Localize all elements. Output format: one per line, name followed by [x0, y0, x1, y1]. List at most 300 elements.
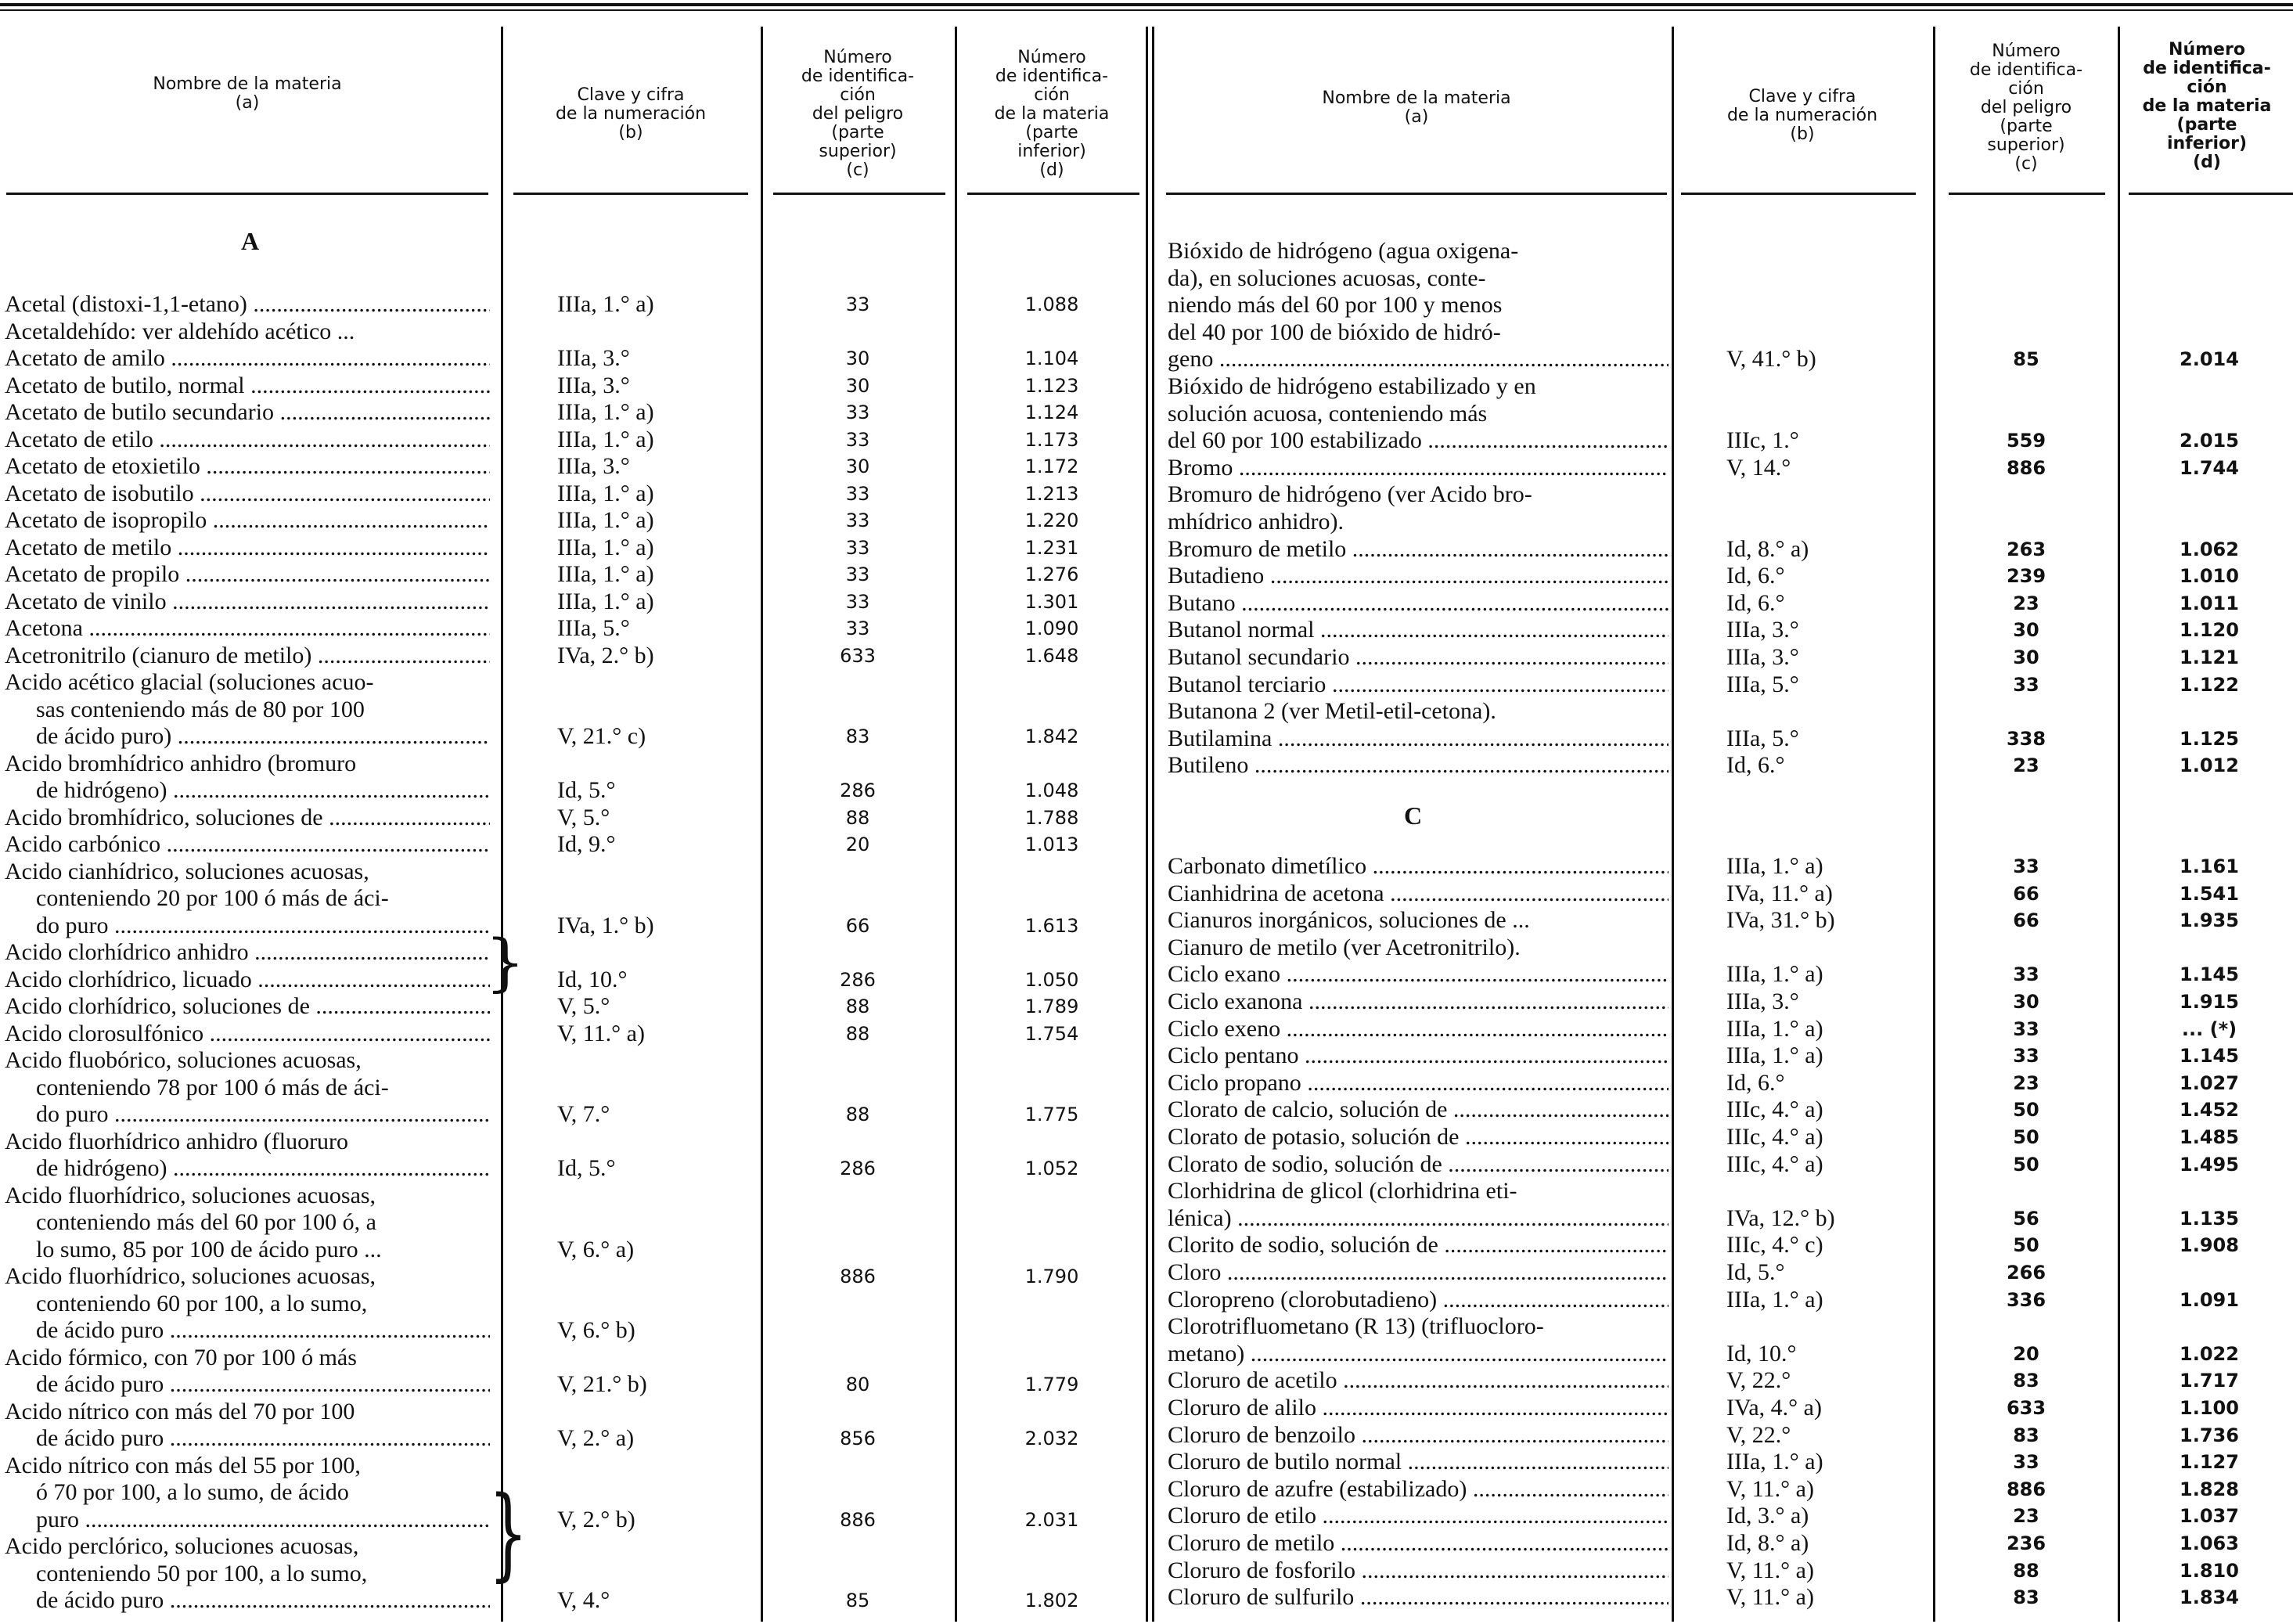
peligro-number: 30 — [845, 347, 870, 369]
clave-cifra: V, 5.° — [557, 993, 610, 1019]
clave-cifra: IVa, 1.° b) — [557, 912, 654, 938]
materia-number: 1.010 — [2180, 565, 2239, 588]
peligro-number — [767, 697, 949, 723]
table-row — [0, 1237, 1146, 1263]
material-name: Butanol secundario ..... — [1168, 644, 1668, 671]
material-name: conteniendo más del 60 por 100 ó, a — [36, 1209, 376, 1235]
materia-number: 2.015 — [2180, 430, 2239, 452]
table-row — [1150, 1449, 2293, 1475]
clave-cifra — [1726, 1178, 1922, 1204]
peligro-number — [767, 885, 949, 912]
material-name: Butadieno ..... — [1168, 563, 1668, 589]
peligro-number — [767, 1047, 949, 1074]
peligro-number: 286 — [840, 1158, 876, 1179]
clave-cifra — [557, 1291, 753, 1317]
clave-cifra: IIIa, 5.° — [1726, 671, 1799, 697]
table-row — [0, 1291, 1146, 1317]
clave-cifra: IIIa, 1.° a) — [1726, 961, 1823, 988]
table-row — [1150, 346, 2293, 373]
table-row — [0, 1533, 1146, 1560]
clave-cifra: IIIa, 3.° — [557, 453, 630, 479]
peligro-number: 30 — [2013, 646, 2039, 668]
table-row — [0, 507, 1146, 534]
table-row — [0, 1453, 1146, 1479]
table-row — [1150, 1341, 2293, 1367]
material-name: de ácido puro ..... — [36, 1317, 490, 1344]
material-name: Acido perclórico, soluciones acuosas, — [5, 1533, 359, 1559]
peligro-number: 30 — [845, 456, 870, 477]
materia-number — [961, 1237, 1143, 1263]
material-name: lénica) ..... — [1168, 1205, 1668, 1232]
clave-cifra — [557, 1533, 753, 1560]
table-row — [0, 1209, 1146, 1236]
materia-number — [961, 319, 1143, 345]
table-row — [0, 805, 1146, 831]
table-row — [0, 1021, 1146, 1047]
materia-number: 1.789 — [1024, 996, 1079, 1017]
clave-cifra — [1726, 481, 1922, 508]
materia-number: 1.063 — [2180, 1532, 2239, 1554]
table-row — [0, 1263, 1146, 1290]
materia-number: 1.127 — [2180, 1451, 2239, 1474]
material-name: Butilamina ..... — [1168, 726, 1668, 752]
material-name: puro ..... — [36, 1507, 490, 1533]
materia-number: 1.717 — [2180, 1370, 2239, 1392]
peligro-number: 66 — [845, 914, 870, 937]
materia-number: 1.145 — [2180, 963, 2239, 986]
material-name: Acido carbónico ..... — [5, 831, 490, 858]
materia-number — [961, 1345, 1143, 1371]
materia-number: 1.276 — [1024, 564, 1079, 585]
peligro-number: 80 — [845, 1374, 870, 1395]
peligro-number: 886 — [840, 1508, 876, 1531]
table-row — [1150, 1557, 2293, 1584]
table-row — [1150, 1422, 2293, 1449]
material-name: Cloruro de alilo ..... — [1168, 1395, 1668, 1421]
peligro-number: 66 — [2013, 909, 2039, 932]
clave-cifra — [1726, 1313, 1922, 1340]
materia-number — [961, 669, 1143, 696]
clave-cifra: IIIa, 5.° — [557, 615, 630, 641]
clave-cifra: IIIc, 4.° a) — [1726, 1124, 1823, 1150]
clave-cifra — [1726, 373, 1922, 400]
material-name: Acido nítrico con más del 70 por 100 — [5, 1398, 355, 1424]
material-name: Acido clorhídrico, licuado ..... — [5, 967, 490, 993]
header-rule-left-b — [513, 193, 748, 195]
peligro-number: 30 — [2013, 619, 2039, 642]
material-name: Butanol terciario ..... — [1168, 672, 1668, 698]
table-row — [1150, 1070, 2293, 1096]
section-letter-a: A — [241, 227, 260, 255]
clave-cifra: IIIa, 3.° — [557, 372, 630, 398]
materia-number: 1.908 — [2180, 1234, 2239, 1257]
clave-cifra: IIIa, 1.° a) — [1726, 1286, 1823, 1313]
material-name: Acetato de butilo secundario ..... — [5, 399, 490, 426]
material-name: Ciclo exanona ..... — [1168, 988, 1668, 1015]
peligro-number: 886 — [840, 1266, 876, 1287]
header-col-a-left: Nombre de la materia (a) — [153, 74, 342, 113]
material-name: Clorato de sodio, solución de ..... — [1168, 1151, 1668, 1178]
table-row — [0, 831, 1146, 858]
materia-number — [961, 1209, 1143, 1236]
table-row — [1150, 1096, 2293, 1123]
peligro-number — [767, 939, 949, 966]
peligro-number — [1938, 319, 2115, 346]
material-name: Cianuro de metilo (ver Acetronitrilo). — [1168, 934, 1521, 960]
table-row — [1150, 1287, 2293, 1313]
peligro-number: 266 — [2006, 1262, 2046, 1284]
material-name: Acido clorosulfónico ..... — [5, 1021, 490, 1047]
materia-number: 1.842 — [1024, 726, 1079, 747]
table-row — [1150, 265, 2293, 292]
table-row — [1150, 1205, 2293, 1232]
clave-cifra: Id, 6.° — [1726, 563, 1785, 589]
brace: } — [485, 926, 525, 999]
material-name: Ciclo propano ..... — [1168, 1070, 1668, 1096]
clave-cifra: IVa, 11.° a) — [1726, 880, 1833, 906]
material-name: metano) ..... — [1168, 1341, 1668, 1367]
table-row — [0, 561, 1146, 588]
material-name: de ácido puro) ..... — [36, 723, 490, 750]
materia-number: 1.027 — [2180, 1071, 2239, 1094]
peligro-number — [1938, 934, 2115, 961]
table-row — [0, 1371, 1146, 1398]
clave-cifra — [1726, 698, 1922, 725]
peligro-number: 20 — [845, 834, 870, 855]
materia-number: 1.050 — [1024, 968, 1079, 991]
table-row — [0, 1101, 1146, 1128]
clave-cifra: Id, 6.° — [1726, 752, 1785, 779]
material-name: Acido nítrico con más del 55 por 100, — [5, 1452, 361, 1478]
materia-number — [961, 1317, 1143, 1344]
clave-cifra — [557, 859, 753, 885]
clave-cifra — [1726, 265, 1922, 292]
peligro-number: 85 — [2013, 348, 2039, 371]
material-name: Acido fórmico, con 70 por 100 ó más — [5, 1344, 357, 1370]
peligro-number: 286 — [840, 780, 876, 801]
clave-cifra: IIIc, 1.° — [1726, 427, 1799, 454]
clave-cifra: IIIa, 1.° a) — [557, 588, 654, 614]
clave-cifra: V, 11.° a) — [1726, 1475, 1814, 1502]
clave-cifra: IIIa, 1.° a) — [1726, 1449, 1823, 1475]
clave-cifra: IVa, 31.° b) — [1726, 907, 1835, 934]
header-col-c-right: Número de identifica- ción del peligro (parte superior) (c) — [1969, 41, 2083, 174]
material-name: Ciclo pentano ..... — [1168, 1042, 1668, 1069]
material-name: Acetal (distoxi-1,1-etano) ..... — [5, 291, 490, 318]
material-name: Acetato de propilo ..... — [5, 561, 490, 588]
center-divider — [1146, 27, 1148, 1622]
material-name: Cianhidrina de acetona ..... — [1168, 880, 1668, 907]
peligro-number: 33 — [2013, 1017, 2039, 1040]
peligro-number — [767, 859, 949, 885]
header-col-a-right: Nombre de la materia (a) — [1322, 88, 1511, 127]
peligro-number — [767, 1075, 949, 1101]
materia-number: 1.790 — [1024, 1266, 1079, 1287]
brace: } — [488, 1475, 528, 1592]
table-row — [1150, 1395, 2293, 1421]
materia-number: 1.802 — [1024, 1590, 1079, 1611]
peligro-number: 33 — [845, 590, 870, 613]
materia-number: 1.810 — [2180, 1559, 2239, 1582]
material-name: Cloruro de benzoilo ..... — [1168, 1422, 1668, 1449]
materia-number — [2121, 401, 2293, 427]
material-name: Bromuro de hidrógeno (ver Acido bro- — [1168, 481, 1532, 508]
materia-number: 1.172 — [1024, 456, 1079, 477]
clave-cifra: Id, 5.° — [557, 1155, 616, 1181]
table-row — [1150, 590, 2293, 617]
material-name: Acetato de vinilo ..... — [5, 589, 490, 615]
table-row — [0, 643, 1146, 669]
table-row — [0, 373, 1146, 399]
materia-number — [2121, 481, 2293, 508]
table-row — [1150, 455, 2293, 481]
header-rule-left-a — [6, 193, 488, 195]
table-row — [0, 885, 1146, 912]
peligro-number: 263 — [2006, 538, 2046, 560]
clave-cifra: V, 11.° a) — [1726, 1557, 1814, 1583]
clave-cifra: IIIa, 3.° — [1726, 617, 1799, 643]
peligro-number: 33 — [845, 293, 870, 315]
materia-number: ... (*) — [2181, 1017, 2237, 1040]
clave-cifra: Id, 6.° — [1726, 1069, 1785, 1096]
table-row — [1150, 644, 2293, 671]
clave-cifra: IIIa, 1.° a) — [557, 291, 654, 317]
clave-cifra: IIIa, 1.° a) — [557, 480, 654, 506]
table-row — [1150, 1151, 2293, 1178]
table-row — [1150, 698, 2293, 725]
peligro-number — [767, 751, 949, 777]
peligro-number: 633 — [840, 644, 876, 667]
table-row — [0, 1129, 1146, 1155]
materia-number: 1.120 — [2180, 619, 2239, 642]
peligro-number: 236 — [2006, 1532, 2046, 1554]
peligro-number: 33 — [2013, 963, 2039, 986]
materia-number — [2121, 1313, 2293, 1340]
clave-cifra: Id, 5.° — [557, 777, 616, 803]
clave-cifra — [557, 1399, 753, 1425]
peligro-number — [1938, 292, 2115, 319]
peligro-number: 83 — [2013, 1424, 2039, 1446]
clave-cifra — [1726, 292, 1922, 319]
clave-cifra: V, 22.° — [1726, 1367, 1791, 1394]
peligro-number — [767, 319, 949, 345]
material-name: do puro ..... — [36, 913, 490, 939]
table-row — [1150, 1530, 2293, 1557]
table-row — [0, 1345, 1146, 1371]
peligro-number — [1938, 698, 2115, 725]
clave-cifra — [557, 697, 753, 723]
table-row — [0, 967, 1146, 993]
materia-number — [961, 1399, 1143, 1425]
material-name: Cloruro de azufre (estabilizado) ..... — [1168, 1476, 1668, 1503]
header-col-d-right: Número de identifica- ción de la materia (parte inferior) (d) — [2142, 40, 2272, 172]
peligro-number: 88 — [845, 1104, 870, 1125]
material-name: Acetona ..... — [5, 615, 490, 642]
material-name: del 40 por 100 de bióxido de hidró- — [1168, 319, 1501, 345]
material-name: Butileno ..... — [1168, 752, 1668, 779]
clave-cifra: V, 21.° b) — [557, 1371, 647, 1397]
clave-cifra — [1726, 509, 1922, 535]
table-row — [1150, 563, 2293, 589]
materia-number: 2.014 — [2180, 348, 2239, 371]
table-row — [0, 1155, 1146, 1182]
table-row — [1150, 401, 2293, 427]
peligro-number: 50 — [2013, 1153, 2039, 1176]
table-row — [0, 859, 1146, 885]
peligro-number — [1938, 238, 2115, 265]
clave-cifra — [557, 1209, 753, 1236]
material-name: Acido bromhídrico, soluciones de ..... — [5, 805, 490, 831]
table-row — [1150, 752, 2293, 779]
material-name: do puro ..... — [36, 1101, 490, 1128]
material-name: Acetato de butilo, normal ..... — [5, 373, 490, 399]
material-name: Bromuro de metilo ..... — [1168, 536, 1668, 563]
clave-cifra — [557, 939, 753, 966]
clave-cifra: IVa, 12.° b) — [1726, 1204, 1835, 1231]
peligro-number — [1938, 1178, 2115, 1204]
materia-number — [961, 1183, 1143, 1209]
material-name: niendo más del 60 por 100 y menos — [1168, 292, 1503, 319]
table-row — [0, 1399, 1146, 1425]
table-row — [0, 535, 1146, 561]
peligro-number: 33 — [2013, 855, 2039, 877]
peligro-number: 88 — [845, 806, 870, 829]
header-col-b-right: Clave y cifra de la numeración (b) — [1726, 87, 1878, 144]
peligro-number: 33 — [2013, 1045, 2039, 1068]
material-name: del 60 por 100 estabilizado ..... — [1168, 427, 1668, 454]
material-name: de hidrógeno) ..... — [36, 777, 490, 804]
peligro-number — [767, 1533, 949, 1560]
materia-number: 1.775 — [1024, 1104, 1079, 1125]
materia-number — [2121, 238, 2293, 265]
table-row — [0, 319, 1146, 345]
materia-number: 2.031 — [1024, 1508, 1079, 1531]
peligro-number: 33 — [845, 510, 870, 531]
table-row — [0, 1183, 1146, 1209]
materia-number: 1.022 — [2180, 1342, 2239, 1365]
material-name: sas conteniendo más de 80 por 100 — [36, 696, 365, 722]
header-col-c-left: Número de identifica- ción del peligro (parte superior) (c) — [801, 48, 915, 180]
materia-number: 1.048 — [1024, 780, 1079, 801]
materia-number — [961, 885, 1143, 912]
materia-number: 1.736 — [2180, 1424, 2239, 1446]
materia-number: 1.744 — [2180, 456, 2239, 479]
materia-number: 1.125 — [2180, 727, 2239, 750]
materia-number — [961, 1561, 1143, 1587]
clave-cifra: Id, 8.° a) — [1726, 1530, 1809, 1556]
table-row — [1150, 672, 2293, 698]
materia-number: 1.091 — [2180, 1288, 2239, 1311]
material-name: Acido bromhídrico anhidro (bromuro — [5, 750, 357, 776]
peligro-number: 23 — [2013, 754, 2039, 777]
peligro-number: 336 — [2006, 1288, 2046, 1311]
material-name: conteniendo 50 por 100, a lo sumo, — [36, 1560, 368, 1586]
table-row — [1150, 617, 2293, 643]
clave-cifra — [557, 1129, 753, 1155]
table-row — [1150, 1042, 2293, 1069]
table-row — [1150, 1476, 2293, 1503]
peligro-number — [767, 1291, 949, 1317]
table-row — [1150, 292, 2293, 319]
materia-number: 1.301 — [1024, 590, 1079, 613]
material-name: de ácido puro ..... — [36, 1587, 490, 1614]
table-row — [1150, 536, 2293, 563]
clave-cifra: IIIc, 4.° a) — [1726, 1096, 1823, 1123]
peligro-number: 23 — [2013, 592, 2039, 614]
table-row — [1150, 1313, 2293, 1340]
table-row — [0, 427, 1146, 453]
materia-number — [2121, 319, 2293, 346]
material-name: Cloropreno (clorobutadieno) ..... — [1168, 1287, 1668, 1313]
material-name: Acetato de metilo ..... — [5, 535, 490, 561]
material-name: Butano ..... — [1168, 590, 1668, 617]
peligro-number: 88 — [845, 996, 870, 1017]
material-name: Cianuros inorgánicos, soluciones de ... — [1168, 907, 1530, 934]
table-row — [0, 291, 1146, 318]
materia-number — [961, 859, 1143, 885]
materia-number: 1.485 — [2180, 1126, 2239, 1148]
clave-cifra: IIIa, 1.° a) — [557, 534, 654, 560]
peligro-number: 23 — [2013, 1505, 2039, 1528]
clave-cifra: V, 4.° — [557, 1587, 610, 1613]
clave-cifra — [557, 885, 753, 912]
material-name: lo sumo, 85 por 100 de ácido puro ... — [36, 1236, 382, 1262]
clave-cifra: IIIa, 1.° a) — [557, 399, 654, 425]
materia-number: 1.788 — [1024, 806, 1079, 829]
clave-cifra: V, 2.° b) — [557, 1506, 635, 1532]
peligro-number — [767, 1399, 949, 1425]
clave-cifra — [557, 1263, 753, 1290]
peligro-number — [1938, 481, 2115, 508]
section-letter-c: C — [1404, 801, 1423, 830]
table-row — [1150, 509, 2293, 535]
peligro-number: 886 — [2006, 456, 2046, 479]
materia-number — [961, 1129, 1143, 1155]
clave-cifra: V, 5.° — [557, 804, 610, 830]
material-name: Acetato de etoxietilo ..... — [5, 453, 490, 480]
materia-number: 1.834 — [2180, 1586, 2239, 1609]
materia-number: 1.135 — [2180, 1207, 2239, 1230]
material-name: Clorato de potasio, solución de ..... — [1168, 1124, 1668, 1150]
material-name: conteniendo 20 por 100 ó más de áci- — [36, 885, 389, 911]
material-name: conteniendo 60 por 100, a lo sumo, — [36, 1290, 368, 1316]
clave-cifra: IIIa, 1.° a) — [557, 426, 654, 452]
peligro-number: 33 — [845, 618, 870, 639]
clave-cifra — [557, 751, 753, 777]
clave-cifra: V, 14.° — [1726, 454, 1791, 481]
clave-cifra — [557, 1047, 753, 1074]
peligro-number: 633 — [2006, 1397, 2046, 1419]
clave-cifra: Id, 3.° a) — [1726, 1503, 1809, 1529]
materia-number — [961, 939, 1143, 966]
clave-cifra: IVa, 4.° a) — [1726, 1395, 1822, 1421]
clave-cifra: V, 21.° c) — [557, 723, 646, 749]
clave-cifra: V, 11.° a) — [557, 1020, 645, 1046]
table-row — [1150, 961, 2293, 988]
table-row — [0, 777, 1146, 804]
table-row — [1150, 1367, 2293, 1394]
table-row — [1150, 373, 2293, 400]
table-row — [0, 939, 1146, 966]
material-name: Bióxido de hidrógeno (agua oxigena- — [1168, 238, 1519, 264]
table-row — [1150, 1016, 2293, 1042]
peligro-number: 33 — [2013, 1451, 2039, 1474]
table-row — [0, 399, 1146, 426]
materia-number: 1.231 — [1024, 536, 1079, 559]
peligro-number: 88 — [845, 1022, 870, 1045]
table-row — [1150, 427, 2293, 454]
material-name: Cloruro de fosforilo ..... — [1168, 1557, 1668, 1584]
